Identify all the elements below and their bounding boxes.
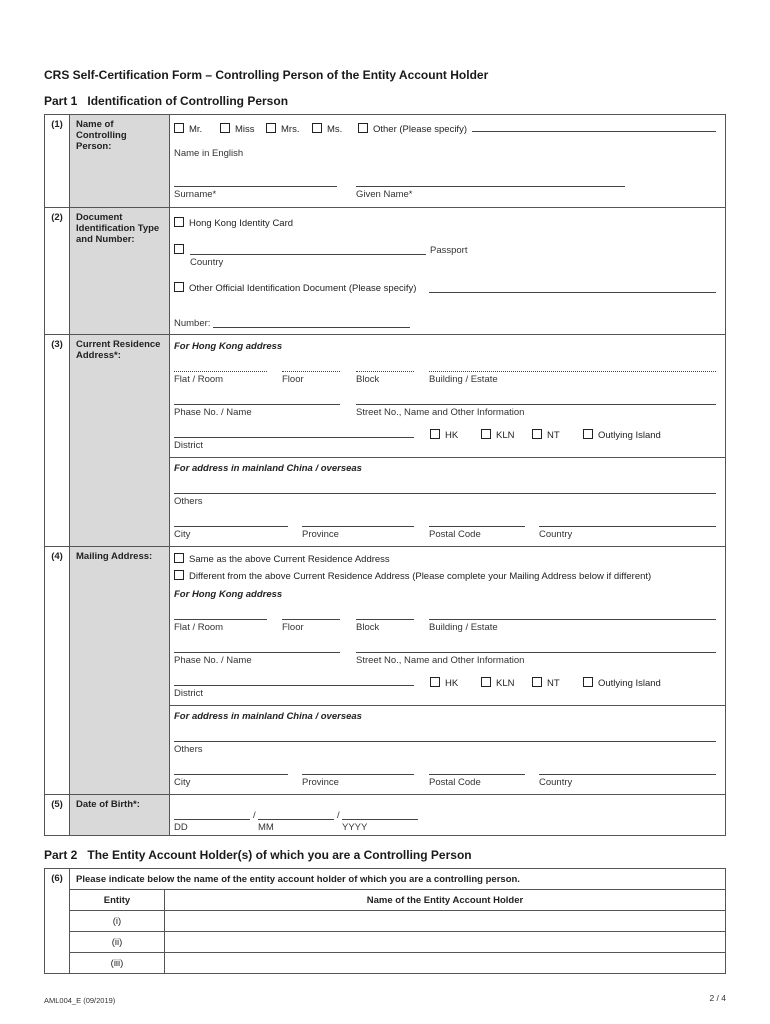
region-hk[interactable]: HK xyxy=(430,429,458,441)
block-field[interactable] xyxy=(356,371,414,372)
floor-field[interactable] xyxy=(282,371,340,372)
region-kln[interactable]: KLN xyxy=(481,677,514,689)
country-label: Country xyxy=(539,777,573,788)
form-title: CRS Self-Certification Form – Controlling Person of the Entity Account Holder xyxy=(44,68,489,82)
name-label: Name of Controlling Person: xyxy=(70,115,170,208)
passport-option[interactable] xyxy=(174,244,189,256)
given-name-field[interactable] xyxy=(356,186,625,187)
block-field[interactable] xyxy=(356,619,414,620)
mailing-different-option[interactable]: Different from the above Current Residence Address (Please complete your Mailing Address below if different) xyxy=(174,570,651,582)
city-label: City xyxy=(174,777,191,788)
section-number: (5) xyxy=(45,795,70,836)
district-field[interactable] xyxy=(174,437,414,438)
others-field[interactable] xyxy=(174,493,716,494)
flat-label: Flat / Room xyxy=(174,374,224,385)
region-nt[interactable]: NT xyxy=(532,429,560,441)
postal-label: Postal Code xyxy=(429,777,481,788)
country-field[interactable] xyxy=(539,774,716,775)
part2-instruction: Please indicate below the name of the entity account holder of which you are a controlling person. xyxy=(70,869,726,890)
given-name-label: Given Name* xyxy=(356,189,413,200)
hk-address-heading: For Hong Kong address xyxy=(174,589,283,600)
dob-day-field[interactable] xyxy=(174,819,250,820)
part2-heading xyxy=(44,848,472,862)
overseas-address-heading: For address in mainland China / overseas xyxy=(174,463,362,474)
page-number: 2 / 4 xyxy=(709,993,726,1003)
entity-column-header: Entity xyxy=(70,890,165,911)
region-kln[interactable]: KLN xyxy=(481,429,514,441)
checkbox[interactable] xyxy=(174,123,184,133)
street-label: Street No., Name and Other Information xyxy=(356,655,525,666)
checkbox[interactable] xyxy=(174,553,184,563)
flat-field[interactable] xyxy=(174,619,267,620)
part1-heading xyxy=(44,94,288,108)
postal-field[interactable] xyxy=(429,526,525,527)
entity-name-field[interactable] xyxy=(165,953,726,974)
date-separator: / xyxy=(253,810,256,821)
phase-field[interactable] xyxy=(174,404,340,405)
checkbox[interactable] xyxy=(174,570,184,580)
name-section xyxy=(170,115,726,208)
document-id-label: Document Identification Type and Number: xyxy=(70,208,170,335)
yyyy-label: YYYY xyxy=(342,822,368,833)
checkbox[interactable] xyxy=(266,123,276,133)
building-field[interactable] xyxy=(429,371,716,372)
entity-row-label: (i) xyxy=(70,911,165,932)
hk-address-heading: For Hong Kong address xyxy=(174,341,283,352)
phase-label: Phase No. / Name xyxy=(174,655,252,666)
mailing-address-section xyxy=(170,547,726,795)
checkbox[interactable] xyxy=(174,244,184,254)
title-mr[interactable]: Mr. xyxy=(174,123,202,135)
entity-row-label: (ii) xyxy=(70,932,165,953)
country-label: Country xyxy=(539,529,573,540)
section-number: (4) xyxy=(45,547,70,795)
surname-label: Surname* xyxy=(174,189,217,200)
building-field[interactable] xyxy=(429,619,716,620)
account-holder-column-header: Name of the Entity Account Holder xyxy=(165,890,726,911)
checkbox[interactable] xyxy=(430,677,440,687)
others-label: Others xyxy=(174,496,203,507)
section-number: (6) xyxy=(45,869,70,974)
section-number: (1) xyxy=(45,115,70,208)
section-number: (2) xyxy=(45,208,70,335)
province-label: Province xyxy=(302,777,339,788)
residence-address-label: Current Residence Address*: xyxy=(70,335,170,547)
district-label: District xyxy=(174,688,204,699)
checkbox[interactable] xyxy=(312,123,322,133)
dob-label: Date of Birth*: xyxy=(70,795,170,836)
region-nt[interactable]: NT xyxy=(532,677,560,689)
part2-title: The Entity Account Holder(s) of which you are a Controlling Person xyxy=(87,848,472,862)
region-outlying[interactable]: Outlying Island xyxy=(583,677,661,689)
mm-label: MM xyxy=(258,822,274,833)
building-label: Building / Estate xyxy=(429,622,498,633)
floor-field[interactable] xyxy=(282,619,340,620)
part2-table xyxy=(44,868,726,974)
floor-label: Floor xyxy=(282,622,304,633)
city-field[interactable] xyxy=(174,774,288,775)
checkbox[interactable] xyxy=(174,282,184,292)
other-doc-field[interactable] xyxy=(429,292,716,293)
surname-field[interactable] xyxy=(174,186,337,187)
mailing-same-option[interactable]: Same as the above Current Residence Address xyxy=(174,553,390,565)
province-label: Province xyxy=(302,529,339,540)
dob-month-field[interactable] xyxy=(258,819,334,820)
date-separator: / xyxy=(337,810,340,821)
city-field[interactable] xyxy=(174,526,288,527)
floor-label: Floor xyxy=(282,374,304,385)
city-label: City xyxy=(174,529,191,540)
region-hk[interactable]: HK xyxy=(430,677,458,689)
residence-address-section xyxy=(170,335,726,547)
building-label: Building / Estate xyxy=(429,374,498,385)
country-label: Country xyxy=(190,257,224,268)
title-miss[interactable]: Miss xyxy=(220,123,255,135)
phase-field[interactable] xyxy=(174,652,340,653)
section-number: (3) xyxy=(45,335,70,547)
others-field[interactable] xyxy=(174,741,716,742)
phase-label: Phase No. / Name xyxy=(174,407,252,418)
dob-year-field[interactable] xyxy=(342,819,418,820)
passport-country-field[interactable] xyxy=(190,254,426,255)
street-field[interactable] xyxy=(356,652,716,653)
mailing-address-label: Mailing Address: xyxy=(70,547,170,795)
section-divider xyxy=(170,705,725,706)
name-in-english-label: Name in English xyxy=(174,148,244,159)
block-label: Block xyxy=(356,374,380,385)
document-id-section xyxy=(170,208,726,335)
entity-name-field[interactable] xyxy=(165,911,726,932)
checkbox[interactable] xyxy=(430,429,440,439)
overseas-address-heading: For address in mainland China / overseas xyxy=(174,711,362,722)
checkbox[interactable] xyxy=(532,677,542,687)
others-label: Others xyxy=(174,744,203,755)
form-code: AML004_E (09/2019) xyxy=(44,996,116,1005)
title-ms[interactable]: Ms. xyxy=(312,123,342,135)
entity-name-field[interactable] xyxy=(165,932,726,953)
province-field[interactable] xyxy=(302,774,414,775)
checkbox[interactable] xyxy=(583,429,593,439)
country-field[interactable] xyxy=(539,526,716,527)
province-field[interactable] xyxy=(302,526,414,527)
hkid-option[interactable]: Hong Kong Identity Card xyxy=(174,217,293,229)
flat-field[interactable] xyxy=(174,371,267,372)
document-number-field[interactable] xyxy=(213,327,410,328)
entity-row-label: (iii) xyxy=(70,953,165,974)
dd-label: DD xyxy=(174,822,188,833)
flat-label: Flat / Room xyxy=(174,622,224,633)
checkbox[interactable] xyxy=(481,677,491,687)
district-label: District xyxy=(174,440,204,451)
checkbox[interactable] xyxy=(220,123,230,133)
checkbox[interactable] xyxy=(583,677,593,687)
other-title-field[interactable] xyxy=(472,131,716,132)
street-label: Street No., Name and Other Information xyxy=(356,407,525,418)
other-doc-option[interactable]: Other Official Identification Document (Please specify) xyxy=(174,282,416,294)
section-divider xyxy=(170,457,725,458)
checkbox[interactable] xyxy=(481,429,491,439)
region-outlying[interactable]: Outlying Island xyxy=(583,429,661,441)
part2-number: Part 2 xyxy=(44,848,78,862)
checkbox[interactable] xyxy=(174,217,184,227)
number-label: Number: xyxy=(174,318,211,329)
postal-label: Postal Code xyxy=(429,529,481,540)
title-mrs[interactable]: Mrs. xyxy=(266,123,299,135)
part1-table xyxy=(44,114,726,836)
checkbox[interactable] xyxy=(358,123,368,133)
district-field[interactable] xyxy=(174,685,414,686)
street-field[interactable] xyxy=(356,404,716,405)
title-other[interactable]: Other (Please specify) xyxy=(358,123,467,135)
dob-section xyxy=(170,795,726,836)
checkbox[interactable] xyxy=(532,429,542,439)
postal-field[interactable] xyxy=(429,774,525,775)
block-label: Block xyxy=(356,622,380,633)
part1-title: Identification of Controlling Person xyxy=(87,94,289,108)
part1-number: Part 1 xyxy=(44,94,78,108)
passport-label: Passport xyxy=(430,245,468,256)
